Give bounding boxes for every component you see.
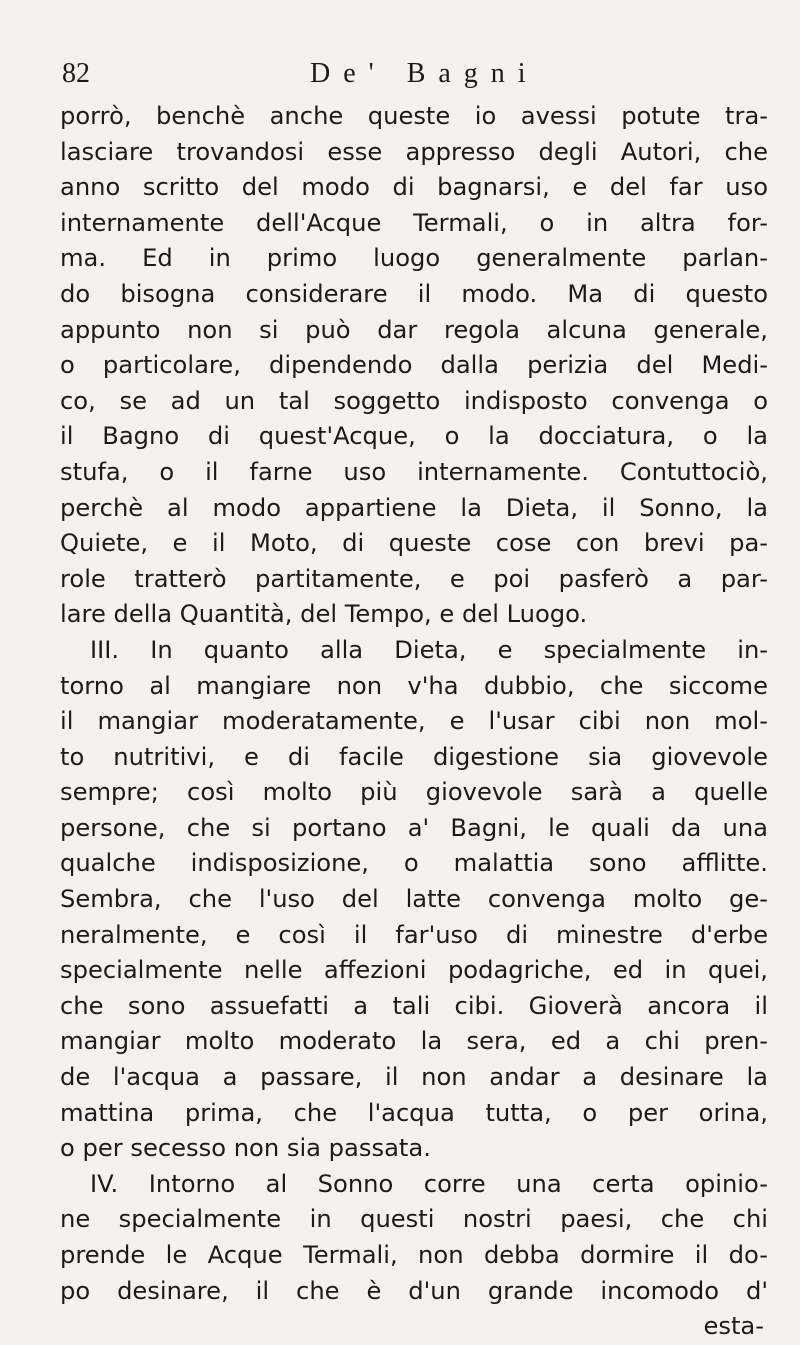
text-line: qualche indisposizione, o malattia sono afflitte. xyxy=(60,849,768,878)
text-line: de l'acqua a passare, il non andar a desinare la xyxy=(60,1063,768,1092)
text-line: o per secesso non sia passata. xyxy=(60,1134,431,1163)
text-line: torno al mangiare non v'ha dubbio, che siccome xyxy=(60,671,768,700)
text-line: persone, che si portano a' Bagni, le quali da una xyxy=(60,813,768,842)
text-line: do bisogna considerare il modo. Ma di questo xyxy=(60,279,768,308)
text-line: mattina prima, che l'acqua tutta, o per orina, xyxy=(60,1098,768,1127)
text-line: to nutritivi, e di facile digestione sia giovevole xyxy=(60,742,768,771)
page-number: 82 xyxy=(62,58,90,89)
text-line: il mangiar moderatamente, e l'usar cibi non mol- xyxy=(60,707,768,736)
text-line: III. In quanto alla Dieta, e specialmente in- xyxy=(90,635,768,664)
running-title: De' Bagni xyxy=(310,58,539,89)
text-line: ne specialmente in questi nostri paesi, che chi xyxy=(60,1205,768,1234)
page-header xyxy=(60,58,760,98)
text-line: porrò, benchè anche queste io avessi potute tra- xyxy=(60,102,768,130)
text-line: anno scritto del modo di bagnarsi, e del far uso xyxy=(60,173,768,202)
text-line: stufa, o il farne uso internamente. Contuttociò, xyxy=(60,457,768,486)
text-line: il Bagno di quest'Acque, o la docciatura, o la xyxy=(60,422,768,451)
text-line: po desinare, il che è d'un grande incomodo d' xyxy=(60,1276,768,1305)
text-line: ma. Ed in primo luogo generalmente parlan- xyxy=(60,244,768,273)
text-line: lare della Quantità, del Tempo, e del Luogo. xyxy=(60,600,588,629)
text-line: co, se ad un tal soggetto indisposto convenga o xyxy=(60,386,768,415)
body-text xyxy=(60,99,768,1345)
text-line: esta- xyxy=(703,1312,764,1341)
text-line: internamente dell'Acque Termali, o in altra for- xyxy=(60,208,768,237)
text-line: mangiar molto moderato la sera, ed a chi pren- xyxy=(60,1027,768,1056)
text-line: Sembra, che l'uso del latte convenga molto ge- xyxy=(60,885,768,914)
text-line: role tratterò partitamente, e poi pasferò a par- xyxy=(60,564,768,593)
text-line: lasciare trovandosi esse appresso degli Autori, che xyxy=(60,137,768,166)
text-line: specialmente nelle affezioni podagriche, ed in quei, xyxy=(60,956,768,985)
text-line: sempre; così molto più giovevole sarà a quelle xyxy=(60,778,768,807)
text-line: prende le Acque Termali, non debba dormire il do- xyxy=(60,1241,768,1269)
text-line: o particolare, dipendendo dalla perizia del Medi- xyxy=(60,351,768,380)
text-line: perchè al modo appartiene la Dieta, il Sonno, la xyxy=(60,493,768,522)
text-line: IV. Intorno al Sonno corre una certa opinio- xyxy=(90,1169,768,1198)
text-line: neralmente, e così il far'uso di minestre d'erbe xyxy=(60,920,768,949)
text-line: Quiete, e il Moto, di queste cose con brevi pa- xyxy=(60,529,768,558)
text-line: che sono assuefatti a tali cibi. Gioverà ancora il xyxy=(60,991,768,1020)
text-line: appunto non si può dar regola alcuna generale, xyxy=(60,315,768,344)
